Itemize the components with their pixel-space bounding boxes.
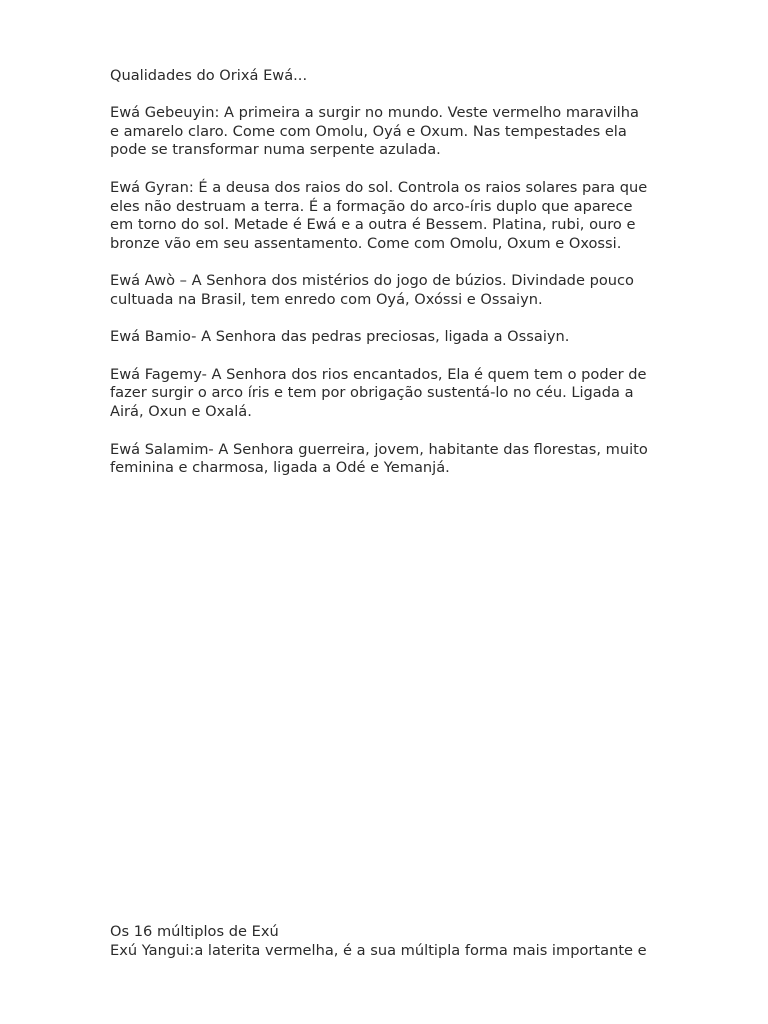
paragraph-line: eles não destruam a terra. É a formação do arco-íris duplo que aparece (110, 197, 633, 215)
document-title (110, 67, 670, 86)
paragraph-line: em torno do sol. Metade é Ewá e a outra é Bessem. Platina, rubi, ouro e (110, 216, 636, 234)
title-text: Qualidades do Orixá Ewá... (110, 67, 308, 84)
paragraph-bamio (110, 328, 670, 347)
paragraph-awo (110, 272, 670, 309)
paragraph-line: feminina e charmosa, ligada a Odé e Yemanjá. (110, 459, 450, 477)
paragraph-line: e amarelo claro. Come com Omolu, Oyá e Oxum. Nas tempestades ela (110, 122, 627, 140)
paragraph-line: Ewá Awò – A Senhora dos mistérios do jogo de búzios. Divindade pouco (110, 272, 634, 290)
paragraph-line: Ewá Fagemy- A Senhora dos rios encantados, Ela é quem tem o poder de (110, 365, 647, 383)
paragraph-line: Ewá Gebeuyin: A primeira a surgir no mundo. Veste vermelho maravilha (110, 104, 639, 121)
paragraph-line: Airá, Oxun e Oxalá. (110, 403, 252, 421)
exu-section-heading: Os 16 múltiplos de Exú (110, 923, 279, 940)
paragraph-line: Ewá Salamim- A Senhora guerreira, jovem, habitante das florestas, muito (110, 440, 648, 458)
paragraph-line: bronze vão em seu assentamento. Come com Omolu, Oxum e Oxossi. (110, 234, 622, 252)
paragraph-line: Ewá Gyran: É a deusa dos raios do sol. Controla os raios solares para que (110, 178, 648, 196)
paragraph-gebeuyin (110, 104, 670, 160)
paragraph-line: fazer surgir o arco íris e tem por obrigação sustentá-lo no céu. Ligada a (110, 384, 634, 402)
exu-section-first-line: Exú Yangui:a laterita vermelha, é a sua múltipla forma mais importante e (110, 941, 647, 959)
paragraph-line: pode se transformar numa serpente azulada. (110, 141, 441, 159)
paragraph-line: cultuada na Brasil, tem enredo com Oyá, Oxóssi e Ossaiyn. (110, 291, 543, 308)
exu-section (110, 923, 670, 960)
paragraph-line: Ewá Bamio- A Senhora das pedras preciosas, ligada a Ossaiyn. (110, 328, 570, 346)
paragraph-fagemy (110, 366, 670, 422)
paragraph-salamim (110, 441, 670, 478)
paragraph-gyran (110, 179, 670, 254)
qualities-section (110, 104, 670, 497)
